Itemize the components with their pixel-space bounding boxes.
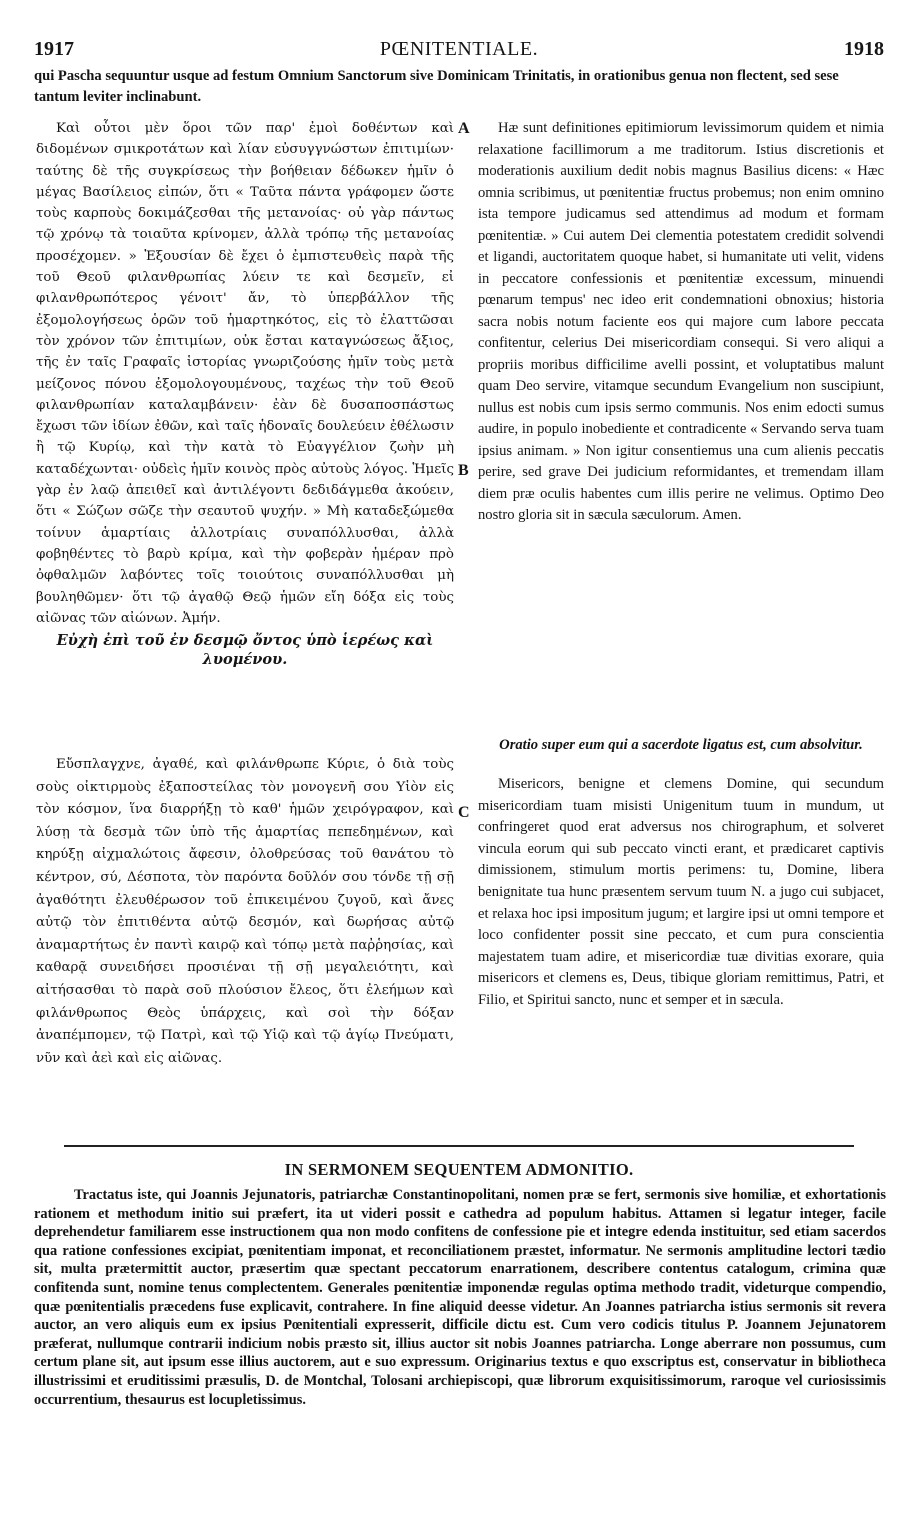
page-title: PŒNITENTIALE. [379, 38, 539, 60]
running-header [34, 38, 884, 64]
latin-prayer-title: Oratio super eum qui a sacerdote ligatus est, cum absolvitur. [499, 737, 863, 753]
left-column-number: 1917 [34, 38, 74, 60]
right-column-number: 1918 [844, 38, 884, 60]
section-marker-a: A [458, 120, 470, 137]
greek-paragraph-1: Καὶ οὗτοι μὲν ὅροι τῶν παρ' ἐμοὶ δοθέντων καὶ διδομένων σμικροτάτων καὶ λίαν εὐσυγγνώστων ἐπιτιμίων· ταύτης δὲ τῆς συγκρίσεως τὴν βοήθειαν δέδωκεν ἡμῖν ὁ μέγας Βασίλειος εἰπών, ὅτι « Ταῦτα πάντα γράφομεν ὥστε τοὺς καρποὺς δοκιμάζεσθαι τῆς μετανοίας· οὐ γὰρ πάντως τῷ χρόνῳ τὰ τοιαῦτα κρίνομεν, ἀλλὰ τρόπῳ τῆς μετανοίας προσέχομεν. » Ἐξουσίαν δὲ ἔχει ὁ ἐμπιστευθεὶς παρὰ τῆς τοῦ Θεοῦ φιλανθρωπίας λύειν τε καὶ δεσμεῖν, εἰ φιλανθρωπότερος γένοιτ' ἄν, τὸ ὑπερβάλλον τῆς ἐξομολογήσεως ὁρῶν τοῦ ἡμαρτηκότος, εἰς τὸ ἐλαττῶσαι τὸν χρόνον τῶν ἐπιτιμίων, οὐκ ἔσται καταγνώσεως ἄξιος, τῆς ἐν ταῖς Γραφαῖς ἱστορίας γνωριζούσης ἡμῖν τοὺς μετὰ μείζονος πόνου ἐξομολογουμένους, ταχέως τὴν τοῦ Θεοῦ φιλανθρωπίαν καταλαμβάνειν· ἐὰν δὲ δυσαποσπάστως ἔχωσι τῶν ἰδίων ἐθῶν, καὶ ταῖς ἡδοναῖς δουλεύειν ἐθέλωσιν ἢ τῷ Κυρίῳ, καὶ τὴν κατὰ τὸ Εὐαγγέλιον ζωὴν μὴ καταδέχωνται· οὐδεὶς ἡμῖν κοινὸς πρὸς αὐτοὺς λόγος. Ἡμεῖς γὰρ ἐν λαῷ ἀπειθεῖ καὶ ἀντιλέγοντι δεδιδάγμεθα ἀκούειν, ὅτι « Σώζων σῶζε τὴν σεαυτοῦ ψυχήν. » Μὴ καταδεξώμεθα τοίνυν ἁμαρτίαις ἀλλοτρίαις συναπόλλυσθαι, ἀλλὰ φοβηθέντες τὸ βαρὺ κρίμα, καὶ τὴν φοβερὰν ἡμέραν πρὸ ὀφθαλμῶν λαβόντες τοῖς τοιούτοις συναπόλλυσθαι μὴ βουληθῶμεν· ὅτι τῷ ἀγαθῷ Θεῷ ἡμῶν εἴη δόξα εἰς τοὺς αἰῶνας τῶν αἰώνων. Ἀμήν. [36, 121, 454, 626]
admonitio-text: Tractatus iste, qui Joannis Jejunatoris, patriarchæ Constantinopolitani, nomen præ se fert, sermonis sive homiliæ, et exhortationis rationem et methodum initio sui præfert, ita ut videri possit e cathedra ad populum habitus. Attamen si legatur integer, facile deprehendetur familiarem esse instructionem qua non modo confitens de confessione pie et integre edenda instituitur, sed etiam sacerdos qua ratione confessiones excipiat, pœnitentiam imponat, et reconciliationem præstet, informatur. Ne sermonis amplitudine lectori tædio sit, multa prætermittit auctor, præsertim quæ spectant peccatorum enarrationem, describere contentus catalogum, crimina quæ confitenda sunt, nomine tenus complectentem. Generales pœnitentiæ imponendæ regulas optima methodo tradit, videturque compendio, quæ pœnitentialis præcedens fuse explicavit, contrahere. In fine aliquid deesse videtur. An Joannes patriarcha istius sermonis sit revera auctor, an vero aliquis eum ex ipsius Pœnitentiali expresserit, difficile dictu est. Cum vero codicis titulus P. Joannem Jejunatorem præferat, nullumque contrarii indicium nobis præsto sit, illius auctor sit nobis Joannes patriarcha. Longe aberrare non possumus, cum certum plane sit, aut ipsum esse illius auctorem, aut e suo expressum. Originarius textus e quo exscriptus est, conservatur in bibliotheca illustrissimi et eruditissimi præsulis, D. de Montchal, Tolosani archiepiscopi, quæ librorum exquisitissimorum, raroque vel curiosissimis occurrentium, thesaurus est locupletissimus. [34, 1187, 886, 1408]
latin-column [478, 118, 884, 527]
section-marker-c: C [458, 804, 470, 821]
latin-paragraph-2: Misericors, benigne et clemens Domine, qui secundum misericordiam tuam misisti Unigenitum tuum in mundum, ut confringeret quod erat adversus nos chirographum, et solveret vincula eorum qui sub peccato vincti erant, et prædicaret captivis dimissionem, stimulum mortis perimens: tu, Domine, libera benignitate tua hunc præsentem servum tuum N. a jugo cui subjacet, et relaxa hoc ipsi impositum jugum; et largire ipsi ut omni tempore et loco confidenter possit sine peccato, et cum pura conscientia majestatem tuam adire, et misericordiæ tuæ divitias exorare, quia misericors et clemens es, Deus, tibique gloriam remittimus, Patri, et Filio, et Spiritui sancto, nunc et semper et in sæcula. [478, 776, 884, 1008]
admonitio-title: IN SERMONEM SEQUENTEM ADMONITIO. [284, 1160, 634, 1179]
greek-paragraph-2: Εὔσπλαγχνε, ἀγαθέ, καὶ φιλάνθρωπε Κύριε, ὁ διὰ τοὺς σοὺς οἰκτιρμοὺς ἐξαποστείλας τὸν μονογενῆ σου Υἱὸν εἰς τὸν κόσμον, ἵνα διαρρήξῃ τὸ καθ' ἡμῶν χειρόγραφον, καὶ λύσῃ τὰ δεσμὰ τῶν ὑπὸ τῆς ἁμαρτίας πεπεδημένων, καὶ κηρύξῃ αἰχμαλώτοις ἄφεσιν, ὀλοθρεύσας τοῦ θανάτου τὸ κέντρον, σύ, Δέσποτα, τὸν παρόντα δοῦλόν σου τόνδε τῇ σῇ ἀγαθότητι ἐλευθέρωσον τοῦ ἐπικειμένου ζυγοῦ, καὶ ἄνες αὐτῷ τὸν ἐπιτιθέντα αὐτῷ δεσμόν, καὶ δωρήσας αὐτῷ ἀναμαρτήτως ἐν παντὶ καιρῷ καὶ τόπῳ μετὰ παῤῥησίας, καὶ καθαρᾷ συνειδήσει προσιέναι τῇ σῇ μεγαλειότητι, καὶ αἰτήσασθαι τὸ παρὰ σοῦ πλούσιον ἔλεος, ὅτι ἐλεήμων καὶ φιλάνθρωπος Θεὸς ὑπάρχεις, καὶ σοὶ τὴν δόξαν ἀναπέμπομεν, τῷ Πατρὶ, καὶ τῷ Υἱῷ καὶ τῷ ἁγίῳ Πνεύματι, νῦν καὶ ἀεὶ καὶ εἰς αἰῶνας. [36, 757, 454, 1066]
section-marker-b: B [458, 462, 469, 479]
greek-prayer-title: Εὐχὴ ἐπὶ τοῦ ἐν δεσμῷ ὄντος ὑπὸ ἱερέως καὶ λυομένου. [56, 632, 434, 669]
lead-paragraph: qui Pascha sequuntur usque ad festum Omnium Sanctorum sive Dominicam Trinitatis, in orationibus genua non flectent, sed sese tantum leviter inclinabunt. [34, 68, 839, 105]
section-divider [64, 1145, 854, 1147]
latin-paragraph-1: Hæ sunt definitiones epitimiorum levissimorum quidem et nimia relaxatione facillimorum a me traditorum. Istius discretionis et moderationis auxilium dedit nobis magnus Basilius dicens: « Hæc omnia scribimus, ut pœnitentiæ fructus probemus; non enim omnino ista tempore judicamus sed attendimus ad modum et formam pœnitentiæ. » Cui autem Dei clementia potestatem credidit solvendi et ligandi, auctoritatem quoque habet, si humanitate uti velit, videns in peccatore confessionis et pœnitentiæ excessum, minuendi pœnarum tempus' nec ideo erit condemnationi obnoxius; historia sacra nobis notum faciente eos qui majore cum labore peccata confitentur, celerius Dei misericordiam consequi. Si vero aliqui a propriis moribus difficilime avelli possint, et voluptatibus malunt quam Deo servire, vitamque secundum Evangelium non suscipiunt, nullus est nobis cum ipsis sermo communis. Nos enim edocti sumus audire, in populo inobediente et contradicente « Servando serva tuam ipsius animam. » Non igitur consentiemus una cum alienis peccatis perire, sed grave Dei judicium reformidantes, et tremendam illam diem præ oculis habentes cum illis perire ne velimus. Optimo Deo nostro gloria sit in sæcula sæculorum. Amen. [478, 120, 884, 523]
greek-column [36, 118, 454, 677]
